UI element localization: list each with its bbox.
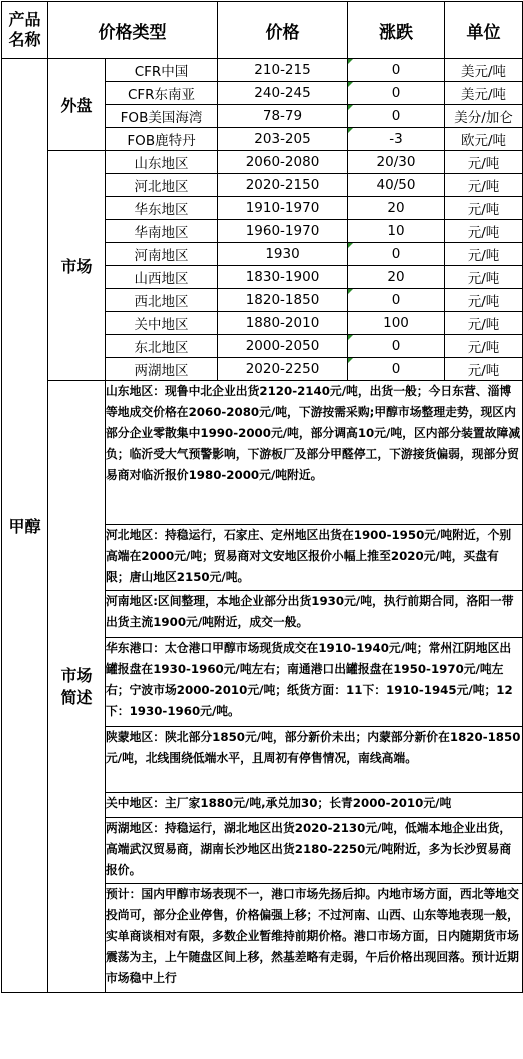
unit-cell: 欧元/吨 bbox=[445, 128, 523, 151]
price-cell: 240-245 bbox=[218, 82, 348, 105]
price-type-cell: 河南地区 bbox=[106, 243, 218, 266]
header-row bbox=[2, 2, 523, 59]
table-row bbox=[2, 151, 523, 174]
price-cell: 203-205 bbox=[218, 128, 348, 151]
price-cell: 2020-2250 bbox=[218, 358, 348, 381]
change-cell: 20/30 bbox=[348, 151, 445, 174]
change-cell: -3 bbox=[348, 128, 445, 151]
price-cell: 1930 bbox=[218, 243, 348, 266]
unit-cell: 元/吨 bbox=[445, 243, 523, 266]
summary-henan: 河南地区:区间整理，本地企业部分出货1930元/吨，执行前期合同，洛阳一带出货主流1900元/吨附近，成交一般。 bbox=[106, 591, 523, 638]
price-type-cell: 华南地区 bbox=[106, 220, 218, 243]
price-type-cell: 华东地区 bbox=[106, 197, 218, 220]
summary-hebei: 河北地区：持稳运行，石家庄、定州地区出货在1900-1950元/吨附近，个别高端在2000元/吨；贸易商对文安地区报价小幅上推至2020元/吨，买盘有限；唐山地区2150元/吨。 bbox=[106, 525, 523, 591]
unit-cell: 元/吨 bbox=[445, 151, 523, 174]
header-product-name: 产品名称 bbox=[2, 2, 48, 59]
unit-cell: 元/吨 bbox=[445, 358, 523, 381]
table-row bbox=[2, 59, 523, 82]
price-type-cell: 西北地区 bbox=[106, 289, 218, 312]
unit-cell: 美元/吨 bbox=[445, 59, 523, 82]
price-cell: 1830-1900 bbox=[218, 266, 348, 289]
summary-label-line2: 简述 bbox=[60, 687, 93, 707]
change-cell: 40/50 bbox=[348, 174, 445, 197]
change-cell: 20 bbox=[348, 197, 445, 220]
price-type-cell: FOB美国海湾 bbox=[106, 105, 218, 128]
unit-cell: 元/吨 bbox=[445, 335, 523, 358]
unit-cell: 元/吨 bbox=[445, 174, 523, 197]
price-cell: 2060-2080 bbox=[218, 151, 348, 174]
change-cell: 0 bbox=[348, 358, 445, 381]
unit-cell: 元/吨 bbox=[445, 266, 523, 289]
price-cell: 2020-2150 bbox=[218, 174, 348, 197]
change-cell: 0 bbox=[348, 82, 445, 105]
summary-shaanxi-mongolia: 陕蒙地区：陕北部分1850元/吨，部分新价未出；内蒙部分新价在1820-1850元/吨，北线围绕低端水平，且周初有停售情况，南线高端。 bbox=[106, 727, 523, 793]
market-label: 市场 bbox=[48, 151, 106, 381]
change-cell: 0 bbox=[348, 105, 445, 128]
price-cell: 78-79 bbox=[218, 105, 348, 128]
change-cell: 0 bbox=[348, 289, 445, 312]
unit-cell: 美元/吨 bbox=[445, 82, 523, 105]
price-cell: 1910-1970 bbox=[218, 197, 348, 220]
header-price-type: 价格类型 bbox=[48, 2, 218, 59]
unit-cell: 元/吨 bbox=[445, 312, 523, 335]
header-price: 价格 bbox=[218, 2, 348, 59]
summary-label bbox=[48, 381, 106, 993]
price-type-cell: 关中地区 bbox=[106, 312, 218, 335]
summary-forecast: 预计：国内甲醇市场表现不一，港口市场先扬后抑。内地市场方面，西北等地交投尚可，部分企业停售，价格偏强上移；不过河南、山西、山东等地表现一般，实单商谈相对有限，多数企业暂维持前期价格。港口市场方面，日内随期货市场震荡为主，上午随盘区间上移，然基差略有走弱，午后价格出现回落。预计近期市场稳中上行 bbox=[106, 884, 523, 993]
price-type-cell: CFR中国 bbox=[106, 59, 218, 82]
summary-label-line1: 市场 bbox=[60, 665, 93, 685]
summary-hunan-hubei: 两湖地区：持稳运行，湖北地区出货2020-2130元/吨，低端本地企业出货，高端武汉贸易商，湖南长沙地区出货2180-2250元/吨附近，多为长沙贸易商报价。 bbox=[106, 818, 523, 884]
change-cell: 0 bbox=[348, 335, 445, 358]
unit-cell: 元/吨 bbox=[445, 197, 523, 220]
price-type-cell: 山东地区 bbox=[106, 151, 218, 174]
change-cell: 10 bbox=[348, 220, 445, 243]
summary-shandong: 山东地区：现鲁中北企业出货2120-2140元/吨，出货一般；今日东营、淄博等地成交价格在2060-2080元/吨，下游按需采购;甲醇市场整理走势，现区内部分企业零散集中1990-2000元/吨，部分调高10元/吨，区内部分装置故障减负；临沂受大气预警影响，下游板厂及部分甲醛停工，下游接货偏弱，现部分贸易商对临沂报价1980-2000元/吨附近。 bbox=[106, 381, 523, 525]
price-cell: 1960-1970 bbox=[218, 220, 348, 243]
header-unit: 单位 bbox=[445, 2, 523, 59]
overseas-label: 外盘 bbox=[48, 59, 106, 151]
change-cell: 0 bbox=[348, 59, 445, 82]
price-type-cell: 河北地区 bbox=[106, 174, 218, 197]
change-cell: 100 bbox=[348, 312, 445, 335]
price-cell: 2000-2050 bbox=[218, 335, 348, 358]
price-type-cell: FOB鹿特丹 bbox=[106, 128, 218, 151]
change-cell: 0 bbox=[348, 243, 445, 266]
unit-cell: 元/吨 bbox=[445, 289, 523, 312]
summary-row bbox=[2, 381, 523, 525]
summary-guanzhong: 关中地区：主厂家1880元/吨,承兑加30；长青2000-2010元/吨 bbox=[106, 793, 523, 818]
change-cell: 20 bbox=[348, 266, 445, 289]
price-type-cell: 山西地区 bbox=[106, 266, 218, 289]
price-type-cell: 两湖地区 bbox=[106, 358, 218, 381]
price-type-cell: CFR东南亚 bbox=[106, 82, 218, 105]
price-cell: 210-215 bbox=[218, 59, 348, 82]
product-name-cell: 甲醇 bbox=[2, 59, 48, 993]
price-type-cell: 东北地区 bbox=[106, 335, 218, 358]
unit-cell: 元/吨 bbox=[445, 220, 523, 243]
price-cell: 1820-1850 bbox=[218, 289, 348, 312]
summary-east-china-port: 华东港口：太仓港口甲醇市场现货成交在1910-1940元/吨；常州江阴地区出罐报盘在1930-1960元/吨左右；南通港口出罐报盘在1950-1970元/吨左右；宁波市场2000-2010元/吨；纸货方面：11下：1910-1945元/吨；12下：1930-1960元/吨。 bbox=[106, 638, 523, 727]
unit-cell: 美分/加仑 bbox=[445, 105, 523, 128]
header-change: 涨跌 bbox=[348, 2, 445, 59]
methanol-price-table bbox=[1, 1, 523, 993]
price-cell: 1880-2010 bbox=[218, 312, 348, 335]
